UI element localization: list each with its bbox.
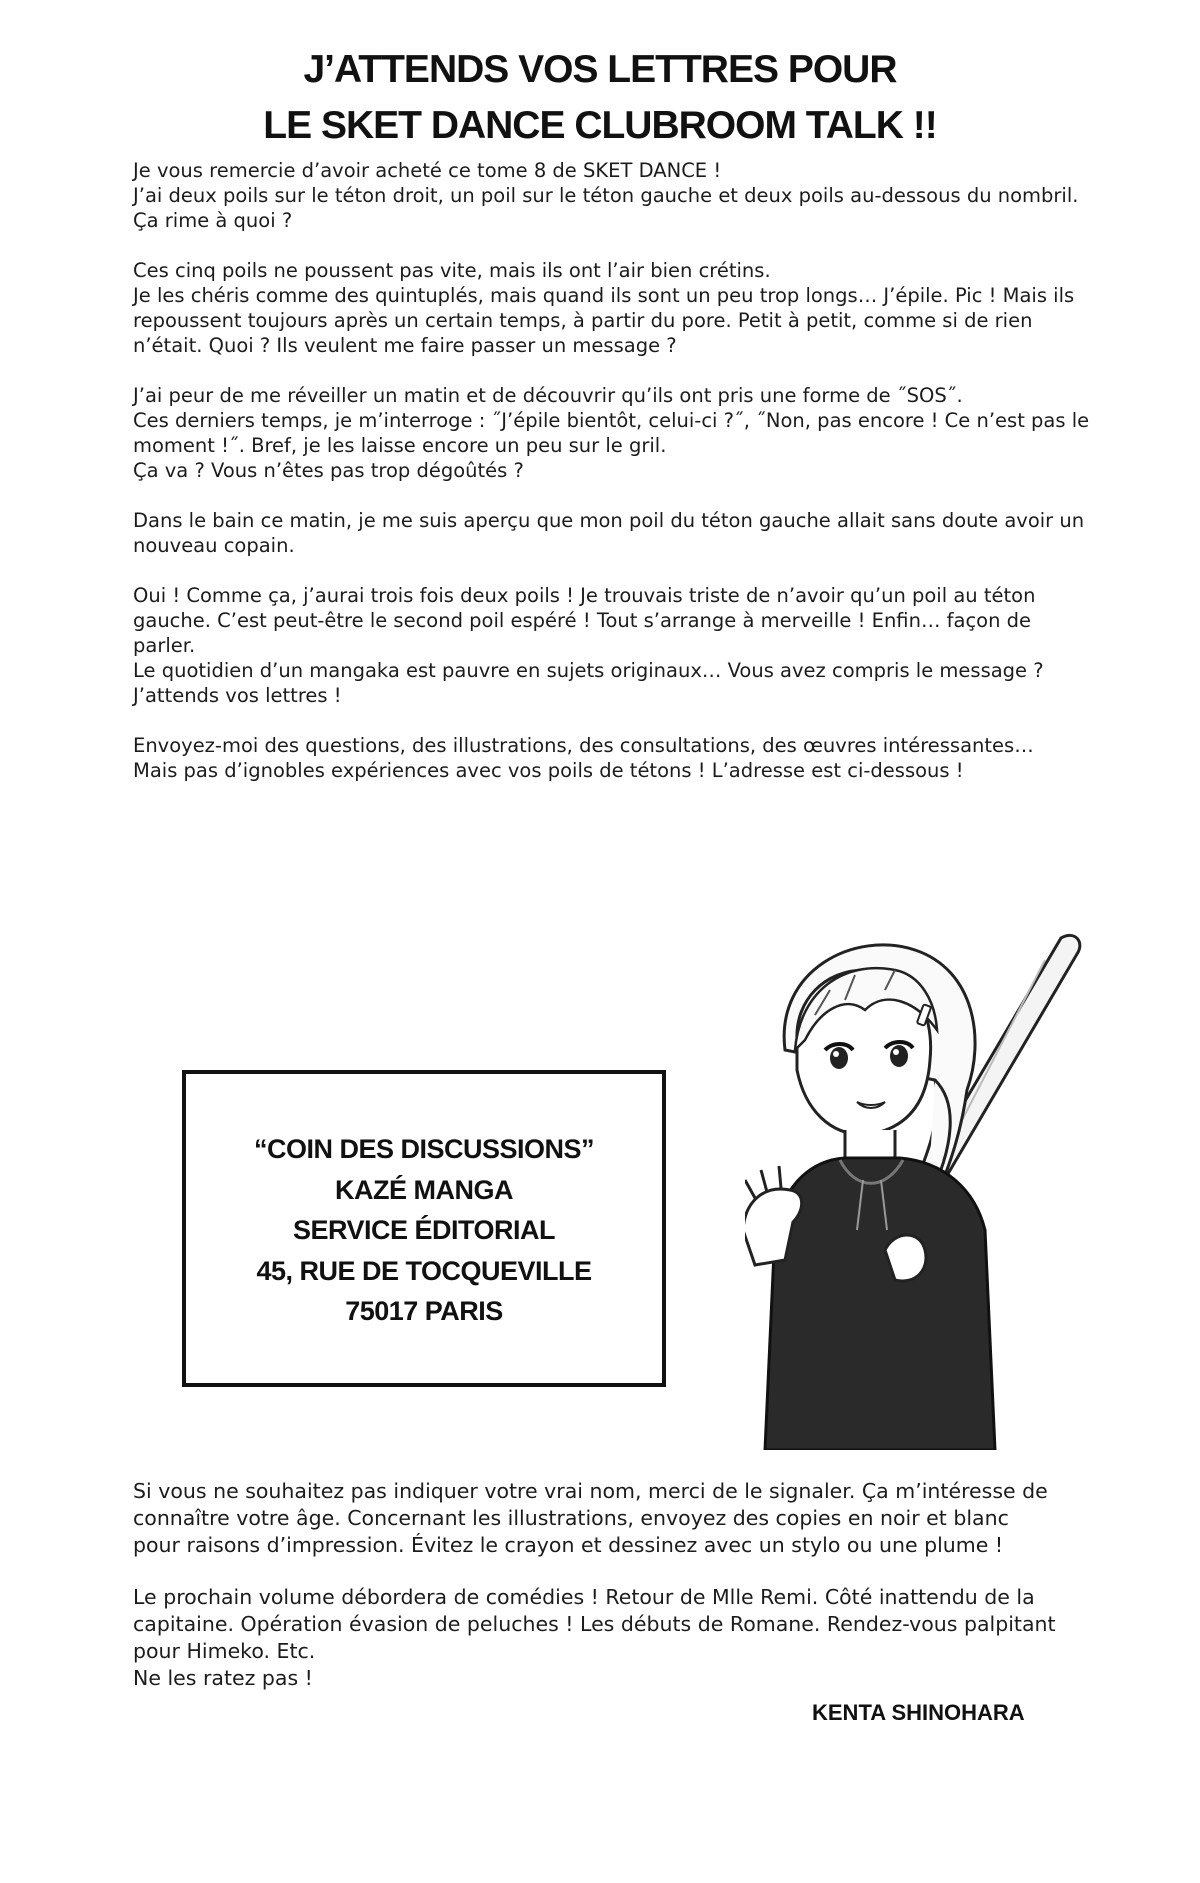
address-line-1: “COIN DES DISCUSSIONS” <box>253 1134 595 1164</box>
text-line: nouveau copain. <box>133 534 295 557</box>
text-line: Oui ! Comme ça, j’aurai trois fois deux poils ! Je trouvais triste de n’avoir qu’un poil au téton <box>133 584 1036 607</box>
text-line: J’ai peur de me réveiller un matin et de découvrir qu’ils ont pris une forme de ˝SOS˝. <box>133 384 963 407</box>
girl-with-baseball-bat-illustration <box>745 930 1085 1450</box>
bottom-notes <box>133 1478 1093 1717</box>
text-line: J’attends vos lettres ! <box>133 684 342 707</box>
text-line: capitaine. Opération évasion de peluches ! Les débuts de Romane. Rendez-vous palpitant <box>133 1612 1056 1636</box>
address-line-2: KAZÉ MANGA <box>335 1174 513 1205</box>
text-line: repoussent toujours après un certain temps, à partir du pore. Petit à petit, comme si de rien <box>133 309 1033 332</box>
text-line: Ça rime à quoi ? <box>133 209 293 232</box>
text-line: Je les chéris comme des quintuplés, mais quand ils sont un peu trop longs… J’épile. Pic ! Mais ils <box>133 284 1075 307</box>
text-line: Ces derniers temps, je m’interroge : ˝J’épile bientôt, celui-ci ?˝, ˝Non, pas encore ! Ce n’est pas le <box>133 409 1090 432</box>
paragraph-2 <box>133 258 1093 358</box>
text-line: Si vous ne souhaitez pas indiquer votre vrai nom, merci de le signaler. Ça m’intéresse de <box>133 1479 1048 1503</box>
address-box <box>182 1070 666 1387</box>
address-line-4: 45, RUE DE TOCQUEVILLE <box>256 1255 592 1286</box>
text-line: parler. <box>133 634 196 657</box>
author-signature: KENTA SHINOHARA <box>812 1700 1025 1725</box>
bottom-paragraph-2 <box>133 1584 1093 1692</box>
text-line: gauche. C’est peut-être le second poil espéré ! Tout s’arrange à merveille ! Enfin… façon de <box>133 609 1032 632</box>
text-line: Ça va ? Vous n’êtes pas trop dégoûtés ? <box>133 459 524 482</box>
text-line: pour Himeko. Etc. <box>133 1639 316 1663</box>
text-line: pour raisons d’impression. Évitez le crayon et dessinez avec un stylo ou une plume ! <box>133 1533 1004 1557</box>
text-line: Ces cinq poils ne poussent pas vite, mais ils ont l’air bien crétins. <box>133 259 771 282</box>
text-line: Dans le bain ce matin, je me suis aperçu que mon poil du téton gauche allait sans doute avoir un <box>133 509 1085 532</box>
text-line: Ne les ratez pas ! <box>133 1666 313 1690</box>
text-line: moment !˝. Bref, je les laisse encore un peu sur le gril. <box>133 434 667 457</box>
paragraph-1 <box>133 158 1093 233</box>
text-line: Je vous remercie d’avoir acheté ce tome 8 de SKET DANCE ! <box>133 159 722 182</box>
address-line-3: SERVICE ÉDITORIAL <box>292 1215 556 1245</box>
text-line: J’ai deux poils sur le téton droit, un poil sur le téton gauche et deux poils au-dessous du nombril. <box>133 184 1079 207</box>
bottom-paragraph-1 <box>133 1478 1093 1559</box>
paragraph-5 <box>133 583 1093 708</box>
address-line-5: 75017 PARIS <box>345 1296 503 1326</box>
paragraph-4 <box>133 508 1093 558</box>
title-line-1: J’ATTENDS VOS LETTRES POUR <box>303 48 897 91</box>
page-title <box>0 42 1200 154</box>
text-line: Le prochain volume débordera de comédies ! Retour de Mlle Remi. Côté inattendu de la <box>133 1585 1035 1609</box>
paragraph-3 <box>133 383 1093 483</box>
paragraph-6 <box>133 733 1093 783</box>
text-line: Le quotidien d’un mangaka est pauvre en sujets originaux… Vous avez compris le message ? <box>133 659 1044 682</box>
letter-body <box>133 158 1093 808</box>
text-line: connaître votre âge. Concernant les illustrations, envoyez des copies en noir et blanc <box>133 1506 1009 1530</box>
text-line: n’était. Quoi ? Ils veulent me faire passer un message ? <box>133 334 677 357</box>
title-line-2: LE SKET DANCE CLUBROOM TALK !! <box>263 104 937 147</box>
text-line: Mais pas d’ignobles expériences avec vos poils de tétons ! L’adresse est ci-dessous ! <box>133 759 964 782</box>
address-lines <box>186 1129 662 1332</box>
text-line: Envoyez-moi des questions, des illustrations, des consultations, des œuvres intéressantes… <box>133 734 1034 757</box>
